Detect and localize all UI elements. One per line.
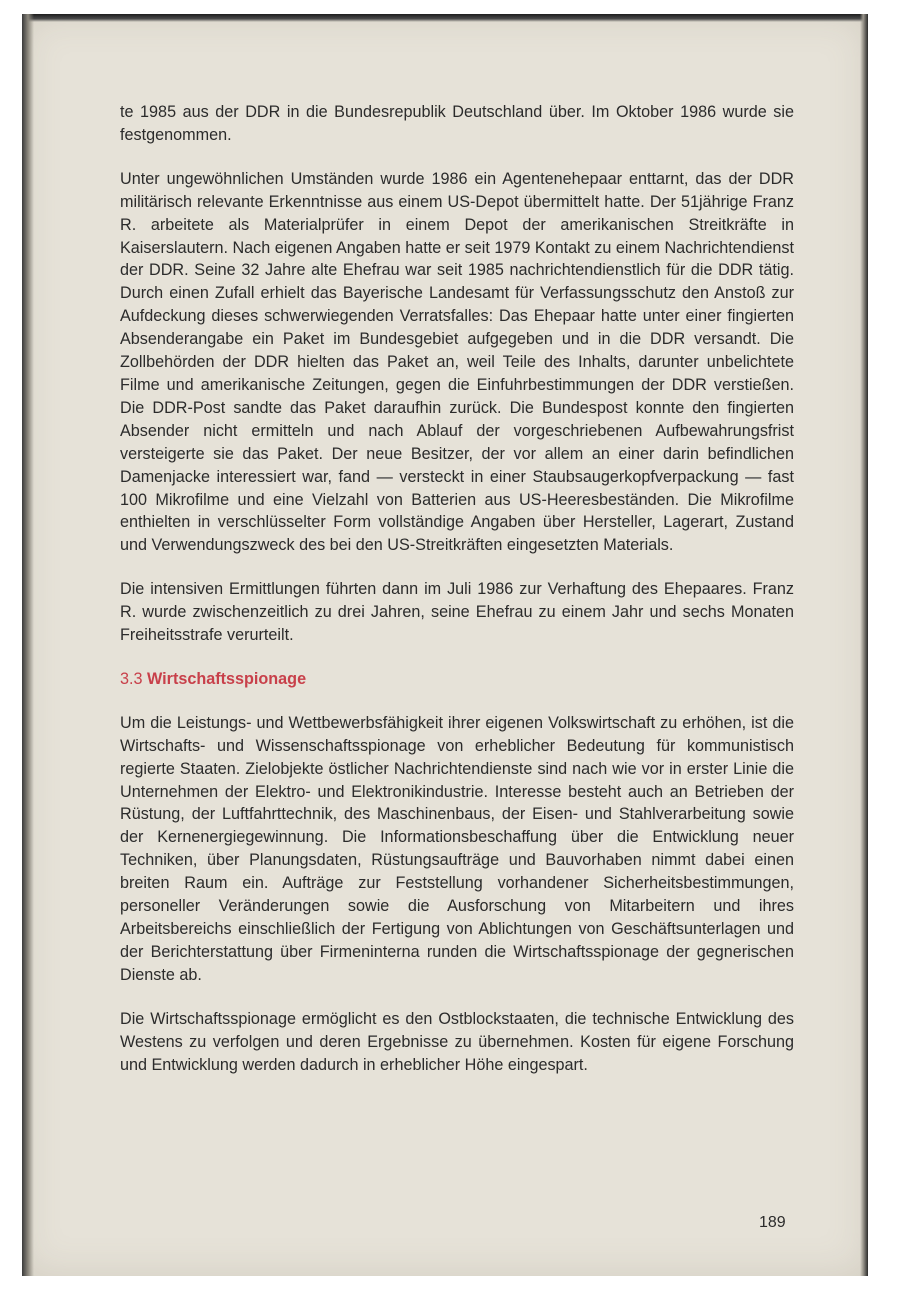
page-binding-shadow [22,14,34,1276]
section-heading [120,668,794,691]
section-title: Wirtschaftsspionage [147,669,307,688]
page-body [120,101,794,1097]
page-right-shadow [860,14,868,1276]
page-number: 189 [759,1214,786,1231]
paragraph-benefits: Die Wirtschaftsspionage ermöglicht es den Ostblockstaaten, die technische Entwicklung des Westens zu verfolgen und deren Ergebnisse zu übernehmen. Kosten für eigene Forschung und Entwicklung werden dadurch in erheblicher Höhe eingespart. [120,1009,794,1074]
paragraph-continuation: te 1985 aus der DDR in die Bundesrepublik Deutschland über. Im Oktober 1986 wurde sie festgenommen. [120,103,794,144]
paragraph-arrest: Die intensiven Ermittlungen führten dann im Juli 1986 zur Verhaftung des Ehepaares. Franz R. wurde zwischenzeitlich zu drei Jahren, seine Ehefrau zu einem Jahr und sechs Monaten Freiheitsstrafe verurteilt. [120,580,794,645]
paragraph-economic-espionage: Um die Leistungs- und Wettbewerbsfähigkeit ihrer eigenen Volkswirtschaft zu erhöhen, ist die Wirtschafts- und Wissenschaftsspionage von erheblicher Bedeutung für kommunistisch regierte Staaten. Zielobjekte östlicher Nachrichtendienste sind nach wie vor in erster Linie die Unternehmen der Elektro- und Elektronikindustrie. Interesse besteht auch an Betrieben der Rüstung, der Luftfahrttechnik, des Maschinenbaus, der Eisen- und Stahlverarbeitung sowie der Kernenergiegewinnung. Die Informationsbeschaffung über die Entwicklung neuer Techniken, über Planungsdaten, Rüstungsaufträge und Bauvorhaben nimmt dabei einen breiten Raum ein. Aufträge zur Feststellung vorhandener Sicherheitsbestimmungen, personeller Veränderungen sowie die Ausforschung von Mitarbeitern und ihres Arbeitsbereichs einschließlich der Fertigung von Ablichtungen von Geschäftsunterlagen und der Berichterstattung über Firmeninterna runden die Wirtschaftsspionage der gegnerischen Dienste ab. [120,713,794,984]
paragraph-agent-couple: Unter ungewöhnlichen Umständen wurde 1986 ein Agentenehepaar enttarnt, das der DDR militärisch relevante Erkenntnisse aus einem US-Depot übermittelt hatte. Der 51jährige Franz R. arbeitete als Materialprüfer in einem Depot der amerikanischen Streitkräfte in Kaiserslautern. Nach eigenen Angaben hatte er seit 1979 Kontakt zu einem Nachrichtendienst der DDR. Seine 32 Jahre alte Ehefrau war seit 1985 nachrichtendienstlich für die DDR tätig. Durch einen Zufall erhielt das Bayerische Landesamt für Verfassungsschutz den Anstoß zur Aufdeckung dieses schwerwiegenden Verratsfalles: Das Ehepaar hatte unter einer fingierten Absenderangabe ein Paket im Bundesgebiet aufgegeben und in die DDR versandt. Die Zollbehörden der DDR hielten das Paket an, weil Teile des Inhalts, darunter unbelichtete Filme und amerikanische Zeitungen, gegen die Einfuhrbestimmungen der DDR verstießen. Die DDR-Post sandte das Paket daraufhin zurück. Die Bundespost konnte den fingierten Absender nicht ermitteln und nach Ablauf der vorgeschriebenen Aufbewahrungsfrist versteigerte sie das Paket. Der neue Besitzer, der vor allem an einer darin befindlichen Damenjacke interessiert war, fand — versteckt in einer Staubsaugerkopfverpackung — fast 100 Mikrofilme und eine Vielzahl von Batterien aus US-Heeresbeständen. Die Mikrofilme enthielten in verschlüsselter Form vollständige Angaben über Hersteller, Lagerart, Zustand und Verwendungszweck des bei den US-Streitkräften eingesetzten Materials. [120,169,795,555]
section-number: 3.3 [120,669,143,688]
page-top-shadow [22,14,868,22]
